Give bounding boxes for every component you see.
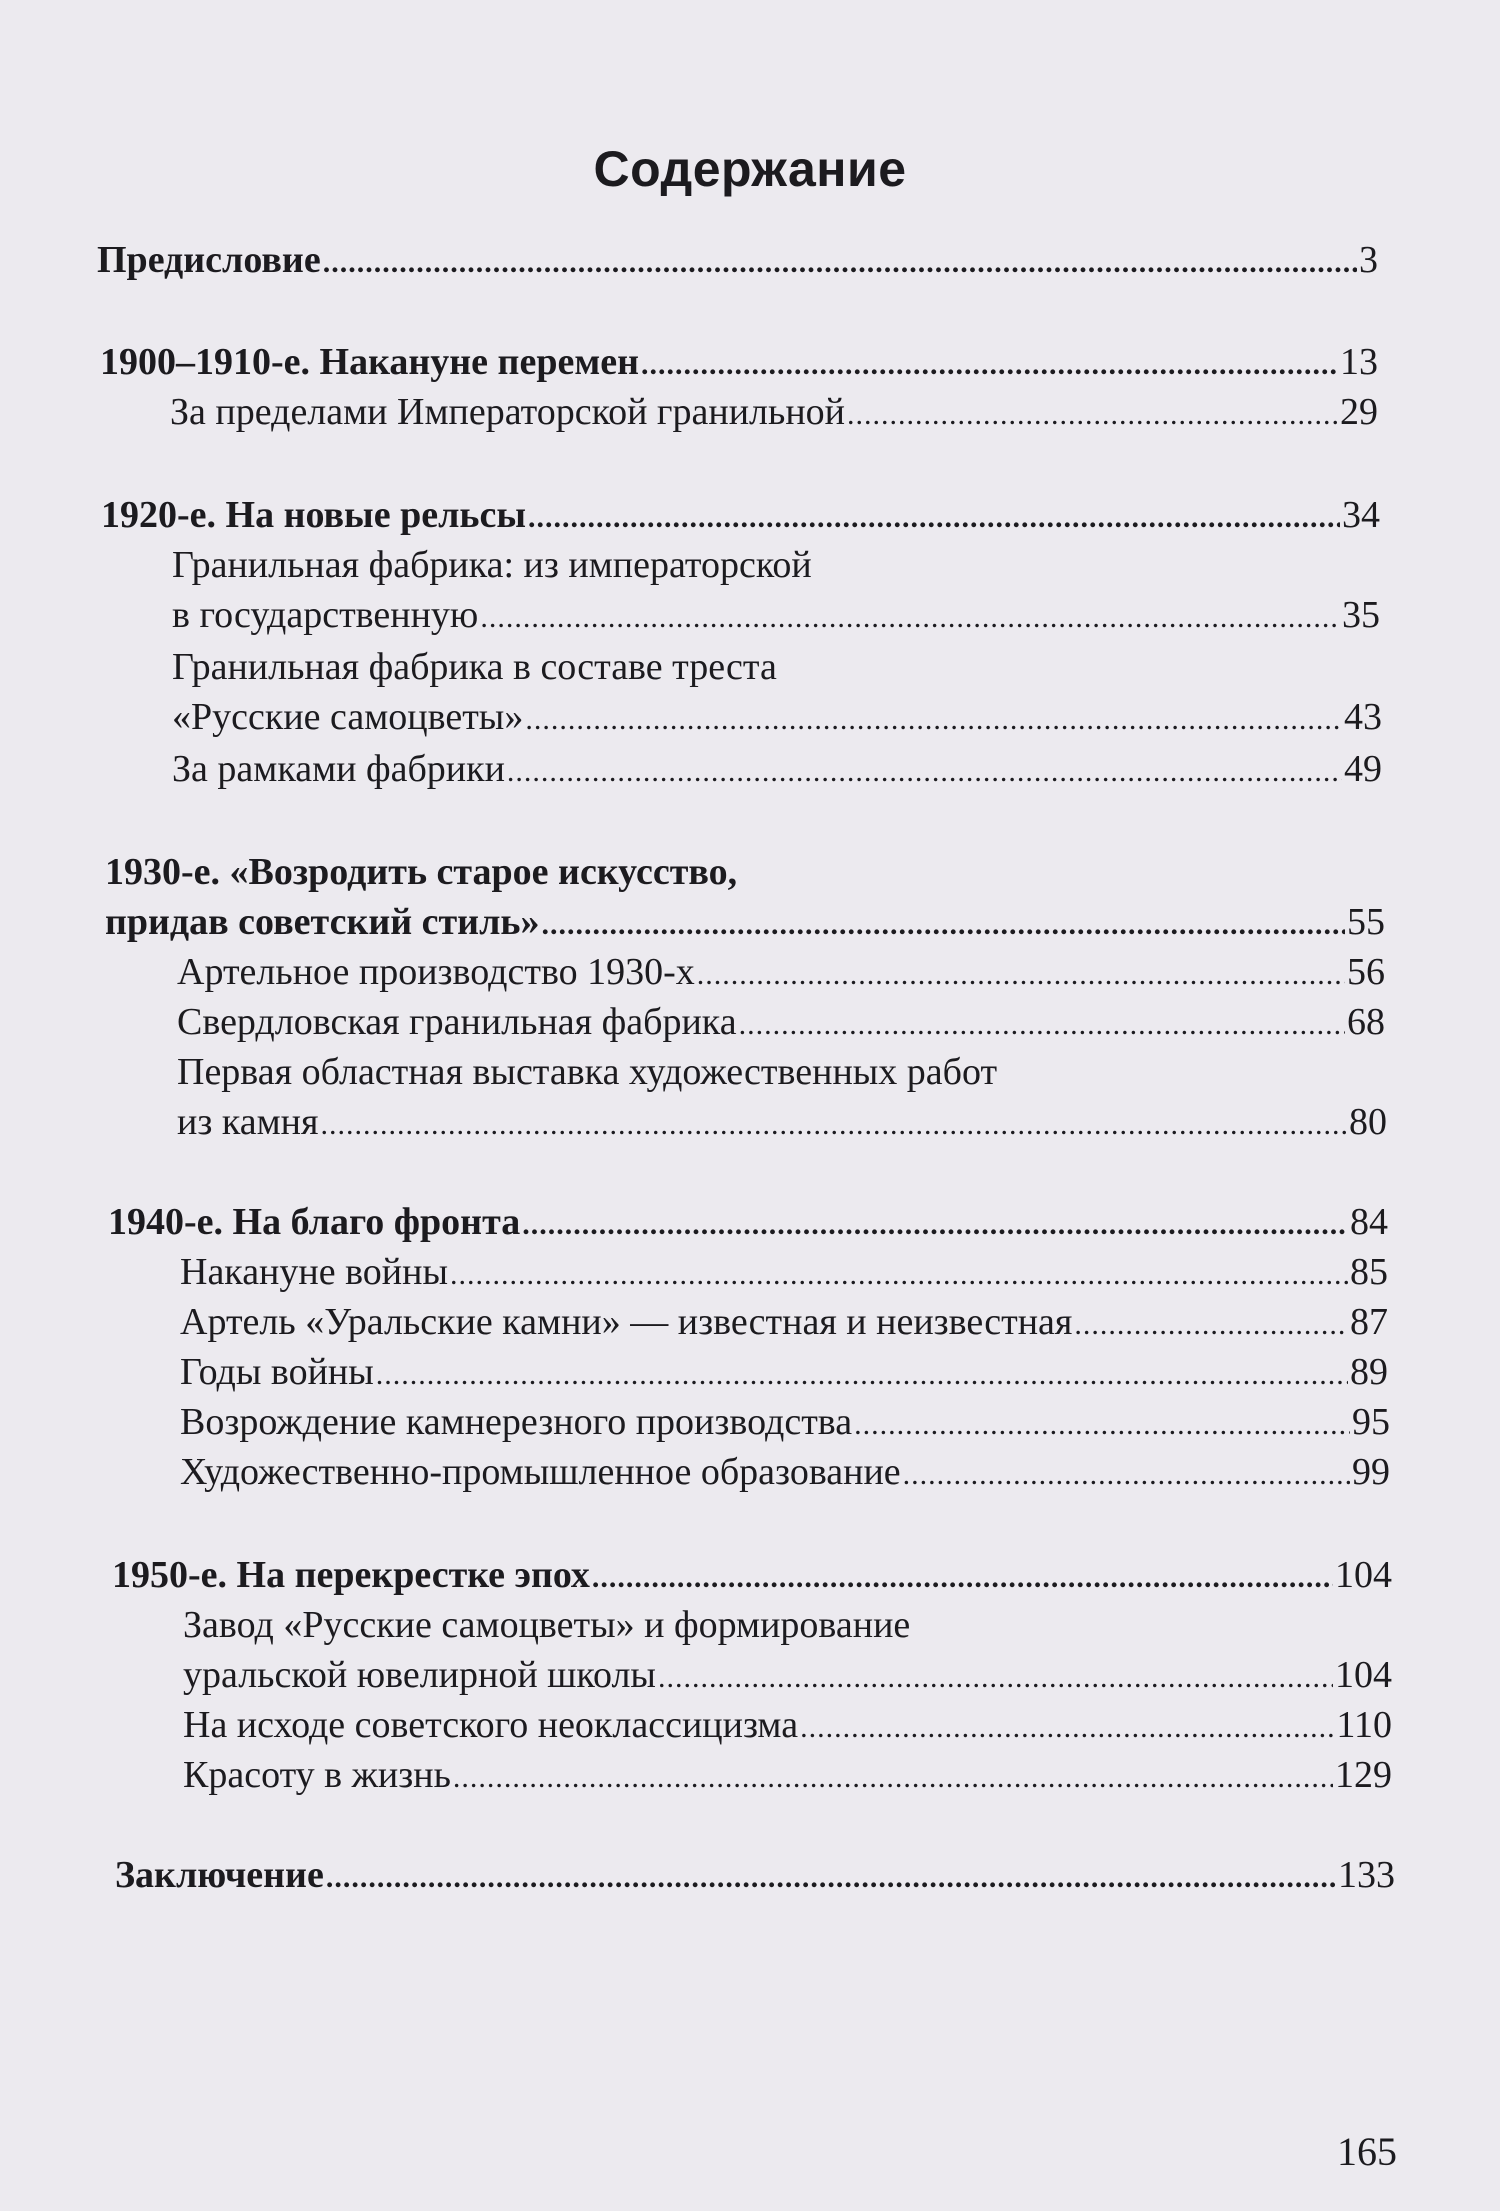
toc-entry-title: На исходе советского неоклассицизма (183, 1704, 799, 1746)
dot-leader (658, 1661, 1333, 1695)
toc-entry-page: 3 (1359, 239, 1378, 281)
toc-entry-sub (170, 390, 1378, 436)
toc-entry-title: 1940-е. На благо фронта (108, 1201, 521, 1243)
toc-entry-title: Художественно-промышленное образование (180, 1451, 901, 1493)
dot-leader (320, 1108, 1347, 1142)
dot-leader (522, 1208, 1348, 1242)
toc-entry-title: 1920-е. На новые рельсы (101, 494, 527, 536)
dot-leader (323, 246, 1357, 280)
toc-entry-1920s (101, 493, 1380, 539)
dot-leader (800, 1711, 1334, 1745)
toc-entry-1900s (100, 340, 1378, 386)
toc-entry-title: За рамками фабрики (172, 748, 505, 790)
toc-entry-page: 49 (1344, 748, 1382, 790)
dot-leader (592, 1561, 1333, 1595)
toc-entry-page: 85 (1350, 1251, 1388, 1293)
toc-entry-sub (183, 1753, 1392, 1799)
toc-entry-title: «Русские самоцветы» (172, 696, 524, 738)
toc-entry-page: 84 (1350, 1201, 1388, 1243)
toc-entry-conclusion (115, 1853, 1395, 1899)
toc-entry-sub (172, 593, 1380, 639)
toc-entry-title: в государственную (172, 594, 479, 636)
toc-entry-title: Свердловская гранильная фабрика (177, 1001, 737, 1043)
toc-entry-preface (97, 238, 1378, 284)
toc-entry-title: Артель «Уральские камни» — известная и неизвестная (180, 1301, 1073, 1343)
toc-entry-title: 1950-е. На перекрестке эпох (112, 1554, 590, 1596)
toc-entry-page: 133 (1338, 1854, 1395, 1896)
toc-entry-title: Артельное производство 1930-х (177, 951, 695, 993)
toc-entry-sub (183, 1653, 1392, 1699)
toc-entry-title: Возрождение камнерезного производства (180, 1401, 853, 1443)
toc-entry-sub (172, 747, 1382, 793)
toc-entry-page: 129 (1335, 1754, 1392, 1796)
toc-entry-page: 34 (1342, 494, 1380, 536)
dot-leader (480, 601, 1340, 635)
toc-entry-sub (180, 1250, 1388, 1296)
toc-entry-page: 89 (1350, 1351, 1388, 1393)
toc-entry-1930s-line1: 1930-е. «Возродить старое искусство, (105, 851, 738, 893)
dot-leader (542, 908, 1346, 942)
toc-entry-sub (180, 1450, 1390, 1496)
dot-leader (525, 703, 1342, 737)
toc-entry-sub (180, 1350, 1388, 1396)
toc-entry-page: 55 (1347, 901, 1385, 943)
toc-entry-sub (177, 1000, 1385, 1046)
toc-entry-title: придав советский стиль» (105, 901, 540, 943)
toc-entry-sub (177, 950, 1385, 996)
toc-entry-title: Годы войны (180, 1351, 374, 1393)
toc-entry-page: 99 (1352, 1451, 1390, 1493)
toc-entry-page: 80 (1349, 1101, 1387, 1143)
dot-leader (1074, 1308, 1348, 1342)
toc-entry-title: 1900–1910-е. Накануне перемен (100, 341, 639, 383)
toc-entry-title: Накануне войны (180, 1251, 448, 1293)
dot-leader (847, 398, 1338, 432)
toc-entry-page: 35 (1342, 594, 1380, 636)
toc-entry-title: из камня (177, 1101, 319, 1143)
toc-entry-sub-line1: Завод «Русские самоцветы» и формирование (183, 1604, 911, 1646)
dot-leader (697, 958, 1345, 992)
toc-entry-page: 43 (1344, 696, 1382, 738)
toc-entry-sub-line1: Первая областная выставка художественных работ (177, 1051, 998, 1093)
toc-entry-sub-line1: Гранильная фабрика в составе треста (172, 646, 777, 688)
toc-entry-title: Предисловие (97, 239, 321, 281)
page-number: 165 (1337, 2129, 1397, 2174)
dot-leader (450, 1258, 1348, 1292)
toc-entry-page: 68 (1347, 1001, 1385, 1043)
toc-entry-sub (172, 695, 1382, 741)
toc-entry-sub (177, 1100, 1387, 1146)
dot-leader (854, 1408, 1350, 1442)
page-title: Содержание (593, 141, 907, 197)
toc-entry-title: Красоту в жизнь (183, 1754, 451, 1796)
toc-entry-sub-line1: Гранильная фабрика: из императорской (172, 544, 812, 586)
dot-leader (903, 1458, 1350, 1492)
toc-entry-1950s (112, 1553, 1392, 1599)
toc-entry-1930s (105, 900, 1385, 946)
toc-entry-page: 56 (1347, 951, 1385, 993)
dot-leader (326, 1861, 1336, 1895)
dot-leader (528, 501, 1340, 535)
toc-entry-page: 13 (1340, 341, 1378, 383)
toc-entry-sub (180, 1400, 1390, 1446)
toc-entry-title: уральской ювелирной школы (183, 1654, 656, 1696)
dot-leader (739, 1008, 1345, 1042)
toc-entry-page: 87 (1350, 1301, 1388, 1343)
dot-leader (507, 755, 1342, 789)
toc-entry-page: 29 (1340, 391, 1378, 433)
dot-leader (376, 1358, 1348, 1392)
dot-leader (641, 348, 1338, 382)
toc-entry-page: 104 (1335, 1554, 1392, 1596)
toc-entry-page: 95 (1352, 1401, 1390, 1443)
toc-entry-sub (183, 1703, 1392, 1749)
dot-leader (453, 1761, 1333, 1795)
toc-entry-page: 110 (1336, 1704, 1392, 1746)
toc-entry-page: 104 (1335, 1654, 1392, 1696)
toc-entry-sub (180, 1300, 1388, 1346)
toc-entry-1940s (108, 1200, 1388, 1246)
toc-entry-title: Заключение (115, 1854, 324, 1896)
toc-entry-title: За пределами Императорской гранильной (170, 391, 846, 433)
